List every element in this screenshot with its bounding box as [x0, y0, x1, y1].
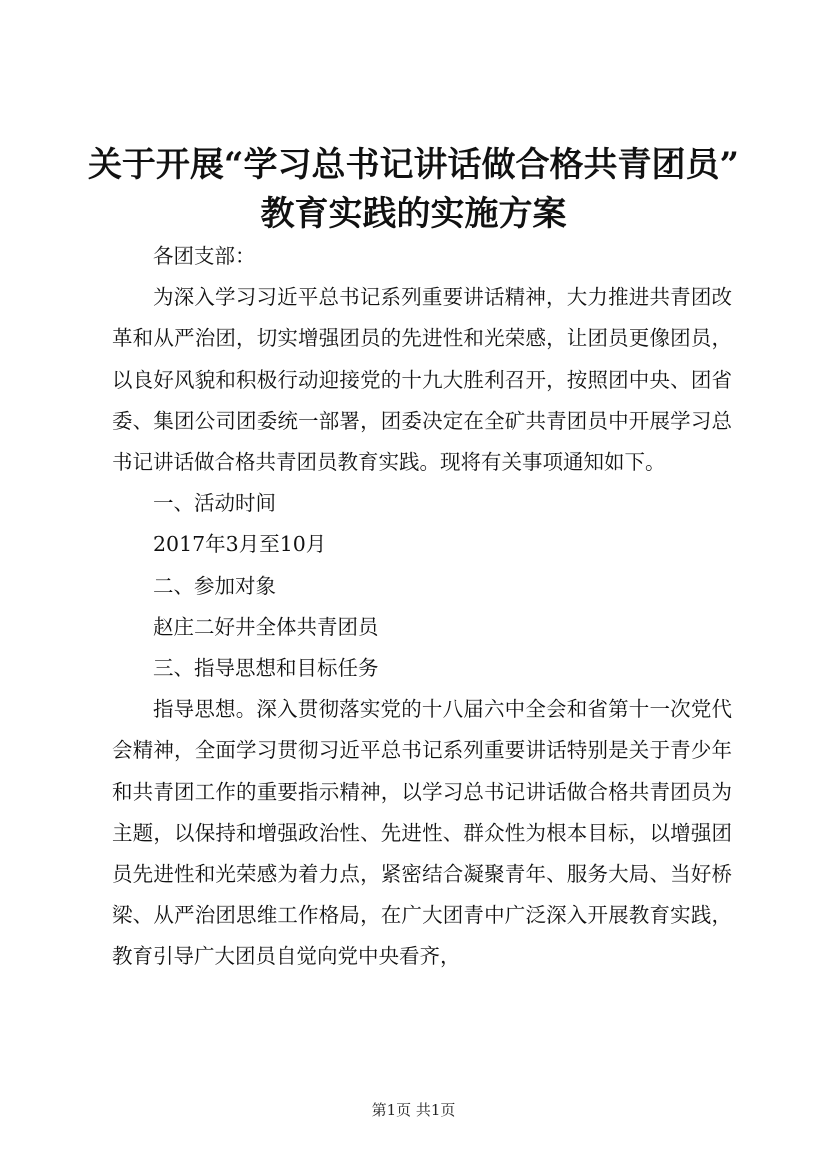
section-heading-guiding-ideology: 三、指导思想和目标任务	[153, 656, 379, 681]
participants-value: 赵庄二好井全体共青团员	[153, 614, 379, 639]
document-body	[112, 236, 732, 978]
section-heading-participants: 二、参加对象	[153, 573, 276, 598]
activity-time-value: 2017年3月至10月	[153, 532, 327, 557]
document-title-line-2: 教育实践的实施方案	[260, 194, 567, 234]
page-number-footer: 第1页 共1页	[371, 1101, 456, 1119]
paragraph-intro: 为深入学习习近平总书记系列重要讲话精神，大力推进共青团改革和从严治团，切实增强团员的先进性和光荣感，让团员更像团员，以良好风貌和积极行动迎接党的十九大胜利召开，按照团中央、团省委、集团公司团委统一部署，团委决定在全矿共青团员中开展学习总书记讲话做合格共青团员教育实践。现将有关事项通知如下。	[112, 285, 732, 475]
section-heading-activity-time: 一、活动时间	[153, 491, 276, 516]
salutation: 各团支部：	[153, 244, 256, 268]
paragraph-guiding-ideology: 指导思想。深入贯彻落实党的十八届六中全会和省第十一次党代会精神，全面学习贯彻习近平总书记系列重要讲话特别是关于青少年和共青团工作的重要指示精神，以学习总书记讲话做合格共青团员为主题，以保持和增强政治性、先进性、群众性为根本目标，以增强团员先进性和光荣感为着力点，紧密结合凝聚青年、服务大局、当好桥梁、从严治团思维工作格局，在广大团青中广泛深入开展教育实践，教育引导广大团员自觉向党中央看齐，	[112, 697, 732, 969]
document-title-line-1: 关于开展“学习总书记讲话做合格共青团员”	[87, 145, 740, 185]
